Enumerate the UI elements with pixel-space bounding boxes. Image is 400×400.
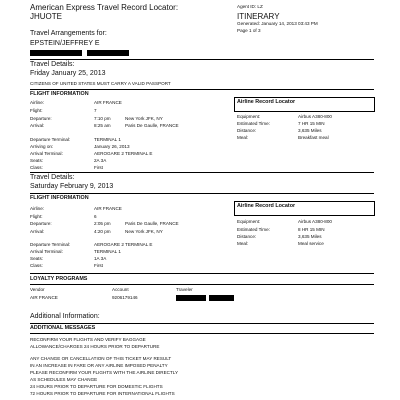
travel-date: Friday January 25, 2013 — [30, 70, 106, 77]
travel-arrangements-label: Travel Arrangements for: — [30, 30, 107, 37]
page-number: Page 1 of 3 — [237, 28, 261, 33]
departure-terminal-value: AEROGARE 2 TERMINAL E — [94, 242, 153, 247]
meal-value: Breakfast meal — [298, 135, 329, 140]
airline-value: AIR FRANCE — [94, 100, 122, 105]
estimated-time-value: 7 HR 15 MIN — [298, 121, 325, 126]
arrival-terminal-label: Arrival Terminal: — [30, 249, 63, 254]
seats-label: Seats: — [30, 158, 44, 163]
arriving-on-label: Arriving on: — [30, 144, 54, 149]
estimated-time-value: 8 HR 15 MIN — [298, 227, 325, 232]
arrival-city: Paris De Gaulle, FRANCE — [125, 123, 179, 128]
additional-information-label: Additional Information: — [30, 313, 100, 320]
divider — [30, 323, 374, 324]
distance-label: Distance: — [237, 234, 257, 239]
arrival-time: 4:20 pm — [94, 229, 111, 234]
class-label: Class: — [30, 263, 43, 268]
message-line: ALLOWANCE/CHARGES 24 HOURS PRIOR TO DEPARTURE — [30, 344, 160, 349]
travel-date: Saturday February 9, 2013 — [30, 183, 114, 190]
estimated-time-label: Estimated Time: — [237, 227, 270, 232]
arrival-city: New York JFK, NY — [125, 229, 163, 234]
distance-label: Distance: — [237, 128, 257, 133]
airline-value: AIR FRANCE — [94, 206, 122, 211]
traveler-name: EPSTEIN/JEFFREY E — [30, 40, 100, 47]
arrival-label: Arrival: — [30, 229, 45, 234]
vendor-column-header: Vendor — [30, 287, 45, 292]
message-line: PLEASE RECONFIRM YOUR FLIGHTS WITH THE AIRLINE DIRECTLY — [30, 370, 179, 375]
redaction-bar — [87, 50, 129, 56]
distance-value: 3,635 Miles — [298, 234, 322, 239]
seats-label: Seats: — [30, 256, 44, 261]
record-locator-code: JHUOTE — [30, 12, 62, 21]
class-label: Class: — [30, 165, 43, 170]
departure-terminal-label: Departure Terminal: — [30, 137, 71, 142]
account-column-header: Account — [112, 287, 129, 292]
loyalty-account: 9206179146 — [112, 295, 138, 300]
divider — [30, 193, 374, 194]
document-type: ITINERARY — [237, 12, 280, 21]
message-line: AS SCHEDULES MAY CHANGE — [30, 377, 98, 382]
meal-value: Meal service — [298, 241, 324, 246]
departure-city: Paris De Gaulle, FRANCE — [125, 221, 179, 226]
equipment-label: Equipment: — [237, 219, 261, 224]
flight-label: Flight: — [30, 108, 43, 113]
departure-time: 7:10 pm — [94, 116, 111, 121]
divider — [30, 273, 374, 274]
airline-record-locator-label: Airline Record Locator — [237, 99, 296, 105]
meal-label: Meal: — [237, 241, 249, 246]
departure-time: 2:05 pm — [94, 221, 111, 226]
arrival-terminal-value: AEROGARE 2 TERMINAL E — [94, 151, 153, 156]
equipment-label: Equipment: — [237, 114, 261, 119]
travel-details-label: Travel Details: — [30, 174, 75, 181]
airline-record-locator-box — [234, 97, 375, 112]
distance-value: 3,635 Miles — [298, 128, 322, 133]
message-line: IN AN INCREASE IN FARE OR ANY AIRLINE IMPOSED PENALTY — [30, 363, 168, 368]
airline-record-locator-label: Airline Record Locator — [237, 203, 296, 209]
flight-information-heading: FLIGHT INFORMATION — [30, 195, 89, 201]
meal-label: Meal: — [237, 135, 249, 140]
divider — [30, 284, 374, 285]
arrival-time: 8:25 am — [94, 123, 111, 128]
passport-notice: CITIZENS OF UNITED STATES MUST CARRY A VALID PASSPORT — [30, 81, 171, 86]
flight-value: 6 — [94, 214, 97, 219]
airline-record-locator-box — [234, 201, 375, 216]
redaction-bar — [30, 50, 82, 56]
loyalty-vendor: AIR FRANCE — [30, 295, 58, 300]
divider — [30, 333, 374, 334]
departure-city: New York JFK, NY — [125, 116, 163, 121]
divider — [30, 89, 374, 90]
generated-timestamp: Generated: January 14, 2013 03:43 PM — [237, 21, 318, 26]
equipment-value: Airbus A380-800 — [298, 219, 332, 224]
message-line: ANY CHANGE OR CANCELLATION OF THIS TICKET MAY RESULT — [30, 356, 172, 361]
arriving-on-value: January 26, 2013 — [94, 144, 130, 149]
agent-id: Agent ID: LZ — [237, 4, 263, 9]
departure-label: Departure: — [30, 221, 52, 226]
traveler-column-header: Traveler — [176, 287, 193, 292]
equipment-value: Airbus A380-800 — [298, 114, 332, 119]
airline-label: Airline: — [30, 206, 45, 211]
airline-label: Airline: — [30, 100, 45, 105]
departure-terminal-value: TERMINAL 1 — [94, 137, 121, 142]
class-value: First — [94, 165, 103, 170]
departure-label: Departure: — [30, 116, 52, 121]
arrival-terminal-value: TERMINAL 1 — [94, 249, 121, 254]
additional-messages-heading: ADDITIONAL MESSAGES — [30, 325, 96, 331]
loyalty-programs-heading: LOYALTY PROGRAMS — [30, 276, 88, 282]
flight-label: Flight: — [30, 214, 43, 219]
redaction-bar — [176, 295, 206, 301]
divider — [30, 59, 374, 60]
arrival-terminal-label: Arrival Terminal: — [30, 151, 63, 156]
flight-value: 7 — [94, 108, 97, 113]
travel-details-label: Travel Details: — [30, 61, 75, 68]
seats-value: 1A 3A — [94, 256, 107, 261]
message-line: 72 HOURS PRIOR TO DEPARTURE FOR INTERNATIONAL FLIGHTS — [30, 391, 175, 396]
seats-value: 2A 3A — [94, 158, 107, 163]
redaction-bar — [209, 295, 234, 301]
estimated-time-label: Estimated Time: — [237, 121, 270, 126]
flight-information-heading: FLIGHT INFORMATION — [30, 91, 89, 97]
record-locator-title: American Express Travel Record Locator: — [30, 3, 179, 12]
message-line: RECONFIRM YOUR FLIGHTS AND VERIFY BAGGAGE — [30, 337, 146, 342]
divider — [30, 172, 374, 173]
class-value: First — [94, 263, 103, 268]
departure-terminal-label: Departure Terminal: — [30, 242, 71, 247]
arrival-label: Arrival: — [30, 123, 45, 128]
message-line: 24 HOURS PRIOR TO DEPARTURE FOR DOMESTIC FLIGHTS — [30, 384, 163, 389]
